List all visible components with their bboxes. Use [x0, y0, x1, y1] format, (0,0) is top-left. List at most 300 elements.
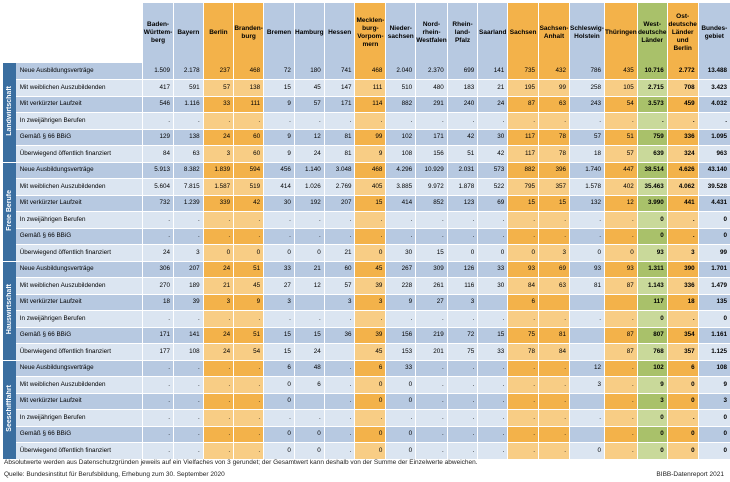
table-cell: . — [203, 113, 233, 130]
table-cell: . — [143, 410, 174, 427]
table-cell: 0 — [667, 443, 698, 460]
table-cell: . — [569, 311, 604, 328]
table-cell: 0 — [294, 426, 324, 443]
table-cell: . — [143, 393, 174, 410]
table-cell: . — [416, 426, 448, 443]
table-cell: 447 — [604, 162, 637, 179]
table-cell: . — [447, 410, 478, 427]
table-row — [3, 377, 730, 394]
table-cell: 546 — [143, 96, 174, 113]
table-cell: 87 — [604, 327, 637, 344]
table-cell: 123 — [447, 195, 478, 212]
table-cell: 735 — [508, 63, 539, 80]
table-cell: 441 — [667, 195, 698, 212]
table-cell: . — [174, 360, 204, 377]
table-cell: 468 — [355, 63, 386, 80]
table-cell: 9 — [264, 129, 295, 146]
column-header: Bundes- gebiet — [698, 3, 730, 63]
table-cell: 156 — [416, 146, 448, 163]
table-cell: . — [569, 228, 604, 245]
table-cell: . — [637, 113, 667, 130]
table-cell: . — [234, 212, 264, 229]
table-cell: 0 — [698, 212, 730, 229]
table-cell: 699 — [447, 63, 478, 80]
table-cell: 6 — [667, 360, 698, 377]
table-cell: . — [386, 410, 416, 427]
table-cell: 0 — [637, 311, 667, 328]
table-cell: 5.604 — [143, 179, 174, 196]
table-cell: 594 — [234, 162, 264, 179]
table-cell: . — [386, 228, 416, 245]
table-cell: . — [539, 311, 570, 328]
column-header: Mecklen- burg- Vorpom- mern — [355, 3, 386, 63]
table-cell: 270 — [143, 278, 174, 295]
table-cell: 111 — [234, 96, 264, 113]
table-cell: 336 — [667, 129, 698, 146]
table-cell: . — [569, 212, 604, 229]
table-row — [3, 179, 730, 196]
footnote: Absolutwerte werden aus Datenschutzgründen jeweils auf ein Vielfaches von 3 gerundet; der Gesamtwert kann deshalb von der Summe der Einzelwerte abweichen. — [4, 459, 478, 466]
table-row — [3, 113, 730, 130]
table-cell: 75 — [447, 344, 478, 361]
table-cell: 10.929 — [416, 162, 448, 179]
table-row — [3, 443, 730, 460]
table-cell: 3 — [539, 245, 570, 262]
table-cell: 3.990 — [637, 195, 667, 212]
table-cell: 135 — [698, 294, 730, 311]
table-cell: 1.839 — [203, 162, 233, 179]
table-cell: 18 — [667, 294, 698, 311]
table-cell: 111 — [355, 80, 386, 97]
table-cell: 15 — [264, 80, 295, 97]
table-cell: 108 — [174, 344, 204, 361]
table-cell: 0 — [294, 443, 324, 460]
table-row — [3, 212, 730, 229]
table-cell: . — [264, 113, 295, 130]
table-cell: 0 — [508, 245, 539, 262]
table-cell: 81 — [324, 146, 355, 163]
table-cell: . — [355, 228, 386, 245]
table-cell: . — [508, 311, 539, 328]
table-cell: 21 — [478, 80, 508, 97]
table-cell: . — [234, 360, 264, 377]
table-cell: . — [234, 443, 264, 460]
table-cell: 21 — [324, 245, 355, 262]
table-cell: . — [355, 311, 386, 328]
table-cell: 0 — [667, 426, 698, 443]
column-header: Thüringen — [604, 3, 637, 63]
table-cell — [569, 294, 604, 311]
table-cell: 57 — [569, 129, 604, 146]
table-cell: 57 — [604, 146, 637, 163]
table-cell: . — [143, 113, 174, 130]
table-cell: 93 — [569, 261, 604, 278]
table-cell: 207 — [324, 195, 355, 212]
table-cell: 51 — [234, 261, 264, 278]
table-row — [3, 146, 730, 163]
table-cell: 390 — [667, 261, 698, 278]
table-cell: 2.370 — [416, 63, 448, 80]
table-cell: . — [604, 360, 637, 377]
table-cell: . — [478, 410, 508, 427]
table-cell: 51 — [447, 146, 478, 163]
table-cell: . — [174, 443, 204, 460]
table-cell: 15 — [508, 195, 539, 212]
table-cell: . — [604, 377, 637, 394]
table-row — [3, 129, 730, 146]
table-cell: 45 — [234, 278, 264, 295]
table-cell: 75 — [508, 327, 539, 344]
table-row — [3, 96, 730, 113]
table-cell: 396 — [539, 162, 570, 179]
table-cell: 1.143 — [637, 278, 667, 295]
table-cell: . — [539, 212, 570, 229]
table-cell: 192 — [294, 195, 324, 212]
table-cell: 195 — [508, 80, 539, 97]
table-cell: 81 — [324, 129, 355, 146]
table-row — [3, 261, 730, 278]
table-cell: 9.972 — [416, 179, 448, 196]
table-cell: 42 — [447, 129, 478, 146]
table-cell: 2.769 — [324, 179, 355, 196]
table-cell: 2.031 — [447, 162, 478, 179]
table-cell: . — [203, 443, 233, 460]
table-cell — [294, 294, 324, 311]
table-cell: 93 — [637, 245, 667, 262]
table-cell: 258 — [569, 80, 604, 97]
table-cell: 8.382 — [174, 162, 204, 179]
row-label: Gemäß § 66 BBiG — [16, 327, 143, 344]
table-cell: 60 — [234, 129, 264, 146]
section-label: Freie Berufe — [3, 162, 16, 261]
table-cell: . — [143, 228, 174, 245]
table-cell: 414 — [386, 195, 416, 212]
table-cell: 402 — [604, 179, 637, 196]
table-cell: 0 — [698, 443, 730, 460]
table-cell: 5.913 — [143, 162, 174, 179]
table-cell: . — [203, 311, 233, 328]
table-row — [3, 393, 730, 410]
table-row — [3, 63, 730, 80]
table-row — [3, 344, 730, 361]
table-cell: 4.296 — [386, 162, 416, 179]
table-cell: 1.095 — [698, 129, 730, 146]
table-cell: 72 — [447, 327, 478, 344]
column-header: Nieder- sachsen — [386, 3, 416, 63]
table-cell: . — [539, 426, 570, 443]
table-cell: 0 — [386, 393, 416, 410]
table-cell: 126 — [447, 261, 478, 278]
table-cell: 147 — [324, 80, 355, 97]
table-cell: 153 — [386, 344, 416, 361]
table-cell: . — [667, 212, 698, 229]
table-cell: . — [604, 228, 637, 245]
table-cell: 93 — [604, 261, 637, 278]
table-cell: 27 — [416, 294, 448, 311]
row-label: Gemäß § 66 BBiG — [16, 228, 143, 245]
table-cell: 3 — [637, 393, 667, 410]
table-cell: 237 — [203, 63, 233, 80]
table-cell: 324 — [667, 146, 698, 163]
table-cell: . — [203, 393, 233, 410]
table-cell: 102 — [637, 360, 667, 377]
table-cell: 2.040 — [386, 63, 416, 80]
table-cell: 54 — [604, 96, 637, 113]
table-cell — [569, 393, 604, 410]
table-cell: 15 — [264, 344, 295, 361]
table-row — [3, 311, 730, 328]
table-cell: . — [604, 113, 637, 130]
table-cell: 42 — [234, 195, 264, 212]
table-cell: . — [508, 228, 539, 245]
table-cell: 72 — [264, 63, 295, 80]
table-cell: 480 — [416, 80, 448, 97]
table-cell: 108 — [386, 146, 416, 163]
table-cell: . — [324, 410, 355, 427]
row-label: Überwiegend öffentlich finanziert — [16, 443, 143, 460]
column-header: Baden- Württem- berg — [143, 3, 174, 63]
table-cell: 3 — [698, 393, 730, 410]
table-cell: 741 — [324, 63, 355, 80]
table-row — [3, 162, 730, 179]
table-row — [3, 360, 730, 377]
table-cell: . — [174, 410, 204, 427]
table-cell: 30 — [478, 129, 508, 146]
table-cell: . — [203, 228, 233, 245]
row-label: In zweijährigen Berufen — [16, 311, 143, 328]
table-cell: . — [143, 377, 174, 394]
table-cell: 0 — [637, 443, 667, 460]
table-cell: . — [478, 113, 508, 130]
table-cell: 48 — [294, 360, 324, 377]
table-cell: 807 — [637, 327, 667, 344]
table-cell: . — [539, 410, 570, 427]
row-label: Überwiegend öffentlich finanziert — [16, 245, 143, 262]
table-cell: . — [604, 311, 637, 328]
table-cell: . — [447, 443, 478, 460]
row-label: Gemäß § 66 BBiG — [16, 129, 143, 146]
table-cell: 39 — [355, 327, 386, 344]
table-cell: 0 — [478, 245, 508, 262]
table-cell: . — [324, 360, 355, 377]
table-cell: . — [174, 426, 204, 443]
table-cell: 3 — [324, 294, 355, 311]
table-cell: 1.026 — [294, 179, 324, 196]
table-cell: 522 — [478, 179, 508, 196]
section-label: Hauswirtschaft — [3, 261, 16, 360]
table-cell: 3 — [355, 294, 386, 311]
table-cell: 468 — [355, 162, 386, 179]
table-cell: 138 — [234, 80, 264, 97]
table-cell: . — [539, 377, 570, 394]
table-cell: . — [508, 360, 539, 377]
table-cell: 24 — [203, 327, 233, 344]
table-cell: . — [539, 113, 570, 130]
table-cell: 141 — [478, 63, 508, 80]
report-label: BIBB-Datenreport 2021 — [656, 471, 724, 478]
table-cell: . — [174, 228, 204, 245]
table-cell: . — [508, 113, 539, 130]
table-cell: 1.125 — [698, 344, 730, 361]
table-cell: 228 — [386, 278, 416, 295]
table-cell: 795 — [508, 179, 539, 196]
table-cell: . — [324, 311, 355, 328]
table-cell: 156 — [386, 327, 416, 344]
table-cell: 3.423 — [698, 80, 730, 97]
table-cell: . — [203, 410, 233, 427]
table-cell: 18 — [143, 294, 174, 311]
table-cell: 3 — [569, 377, 604, 394]
table-cell — [539, 294, 570, 311]
table-cell: 9 — [355, 146, 386, 163]
column-header: Hamburg — [294, 3, 324, 63]
table-cell: 84 — [508, 278, 539, 295]
table-cell: 117 — [637, 294, 667, 311]
table-cell: . — [416, 311, 448, 328]
table-cell: . — [447, 377, 478, 394]
table-cell: 27 — [264, 278, 295, 295]
table-cell: 39.528 — [698, 179, 730, 196]
table-cell: . — [234, 377, 264, 394]
row-label: Neue Ausbildungsverträge — [16, 63, 143, 80]
table-cell: . — [447, 360, 478, 377]
table-cell: 69 — [478, 195, 508, 212]
table-cell: 63 — [539, 96, 570, 113]
table-cell: . — [264, 410, 295, 427]
row-label: Neue Ausbildungsverträge — [16, 162, 143, 179]
table-cell: 15 — [355, 195, 386, 212]
table-cell: . — [416, 212, 448, 229]
table-cell — [604, 294, 637, 311]
row-label: In zweijährigen Berufen — [16, 113, 143, 130]
table-cell: 0 — [355, 245, 386, 262]
table-cell: . — [478, 426, 508, 443]
table-cell: 435 — [604, 63, 637, 80]
table-cell: 459 — [667, 96, 698, 113]
table-cell: . — [447, 311, 478, 328]
table-cell: . — [355, 113, 386, 130]
table-cell: . — [324, 228, 355, 245]
table-cell: 0 — [637, 426, 667, 443]
row-label: In zweijährigen Berufen — [16, 212, 143, 229]
table-cell: 591 — [174, 80, 204, 97]
table-cell: 189 — [174, 278, 204, 295]
table-cell: . — [203, 212, 233, 229]
table-cell: 759 — [637, 129, 667, 146]
column-header: Sachsen- Anhalt — [539, 3, 570, 63]
table-cell: 0 — [637, 228, 667, 245]
table-cell: . — [416, 113, 448, 130]
row-label: Mit verkürzter Laufzeit — [16, 393, 143, 410]
table-cell: . — [203, 426, 233, 443]
table-cell: 4.626 — [667, 162, 698, 179]
table-cell: . — [667, 311, 698, 328]
table-cell: . — [667, 228, 698, 245]
table-cell: 30 — [386, 245, 416, 262]
table-cell: 405 — [355, 179, 386, 196]
table-cell: 51 — [604, 129, 637, 146]
table-cell: 7.815 — [174, 179, 204, 196]
table-cell: . — [174, 113, 204, 130]
table-cell: . — [324, 377, 355, 394]
table-cell: . — [234, 228, 264, 245]
table-cell: 15 — [264, 327, 295, 344]
table-cell: 177 — [143, 344, 174, 361]
table-cell: 24 — [294, 146, 324, 163]
table-cell: . — [386, 311, 416, 328]
table-cell: 24 — [203, 261, 233, 278]
table-cell: . — [234, 410, 264, 427]
column-header: Nord- rhein- Westfalen — [416, 3, 448, 63]
table-cell: . — [447, 228, 478, 245]
table-cell: 0 — [386, 426, 416, 443]
table-cell: . — [569, 410, 604, 427]
table-cell: 12 — [569, 360, 604, 377]
table-cell: 306 — [143, 261, 174, 278]
table-cell: 180 — [294, 63, 324, 80]
table-cell: 0 — [447, 245, 478, 262]
table-cell: 0 — [637, 212, 667, 229]
table-cell: . — [604, 212, 637, 229]
table-cell: . — [294, 311, 324, 328]
row-label: Gemäß § 66 BBiG — [16, 426, 143, 443]
table-cell: . — [604, 443, 637, 460]
table-cell: 639 — [637, 146, 667, 163]
row-label: Mit weiblichen Auszubildenden — [16, 80, 143, 97]
table-cell: 99 — [539, 80, 570, 97]
table-cell: 3 — [203, 294, 233, 311]
table-cell: 207 — [174, 261, 204, 278]
table-cell: 63 — [539, 278, 570, 295]
table-cell: 9 — [698, 377, 730, 394]
table-cell: 78 — [539, 146, 570, 163]
table-row — [3, 228, 730, 245]
table-cell: . — [294, 228, 324, 245]
table-cell: 30 — [264, 195, 295, 212]
table-cell: 1.509 — [143, 63, 174, 80]
table-cell: 786 — [569, 63, 604, 80]
table-cell: . — [386, 212, 416, 229]
table-cell: 45 — [294, 80, 324, 97]
table-cell: 9 — [264, 96, 295, 113]
table-cell: 141 — [174, 327, 204, 344]
table-cell: 357 — [667, 344, 698, 361]
table-cell: 54 — [234, 344, 264, 361]
table-cell — [569, 426, 604, 443]
table-cell: 6 — [355, 360, 386, 377]
table-cell: . — [416, 393, 448, 410]
table-cell: . — [478, 311, 508, 328]
table-cell — [294, 393, 324, 410]
table-cell — [569, 327, 604, 344]
table-cell: 768 — [637, 344, 667, 361]
table-cell: 12 — [294, 129, 324, 146]
table-cell: 0 — [264, 245, 295, 262]
table-cell: 0 — [386, 443, 416, 460]
table-cell: . — [416, 377, 448, 394]
table-row — [3, 327, 730, 344]
table-row — [3, 278, 730, 295]
table-cell: 33 — [386, 360, 416, 377]
table-cell: 99 — [698, 245, 730, 262]
table-cell: 9 — [264, 146, 295, 163]
table-cell: 417 — [143, 80, 174, 97]
table-cell: . — [539, 228, 570, 245]
column-header: Saarland — [478, 3, 508, 63]
table-cell: . — [143, 212, 174, 229]
table-cell: . — [203, 360, 233, 377]
table-cell: 15 — [539, 195, 570, 212]
